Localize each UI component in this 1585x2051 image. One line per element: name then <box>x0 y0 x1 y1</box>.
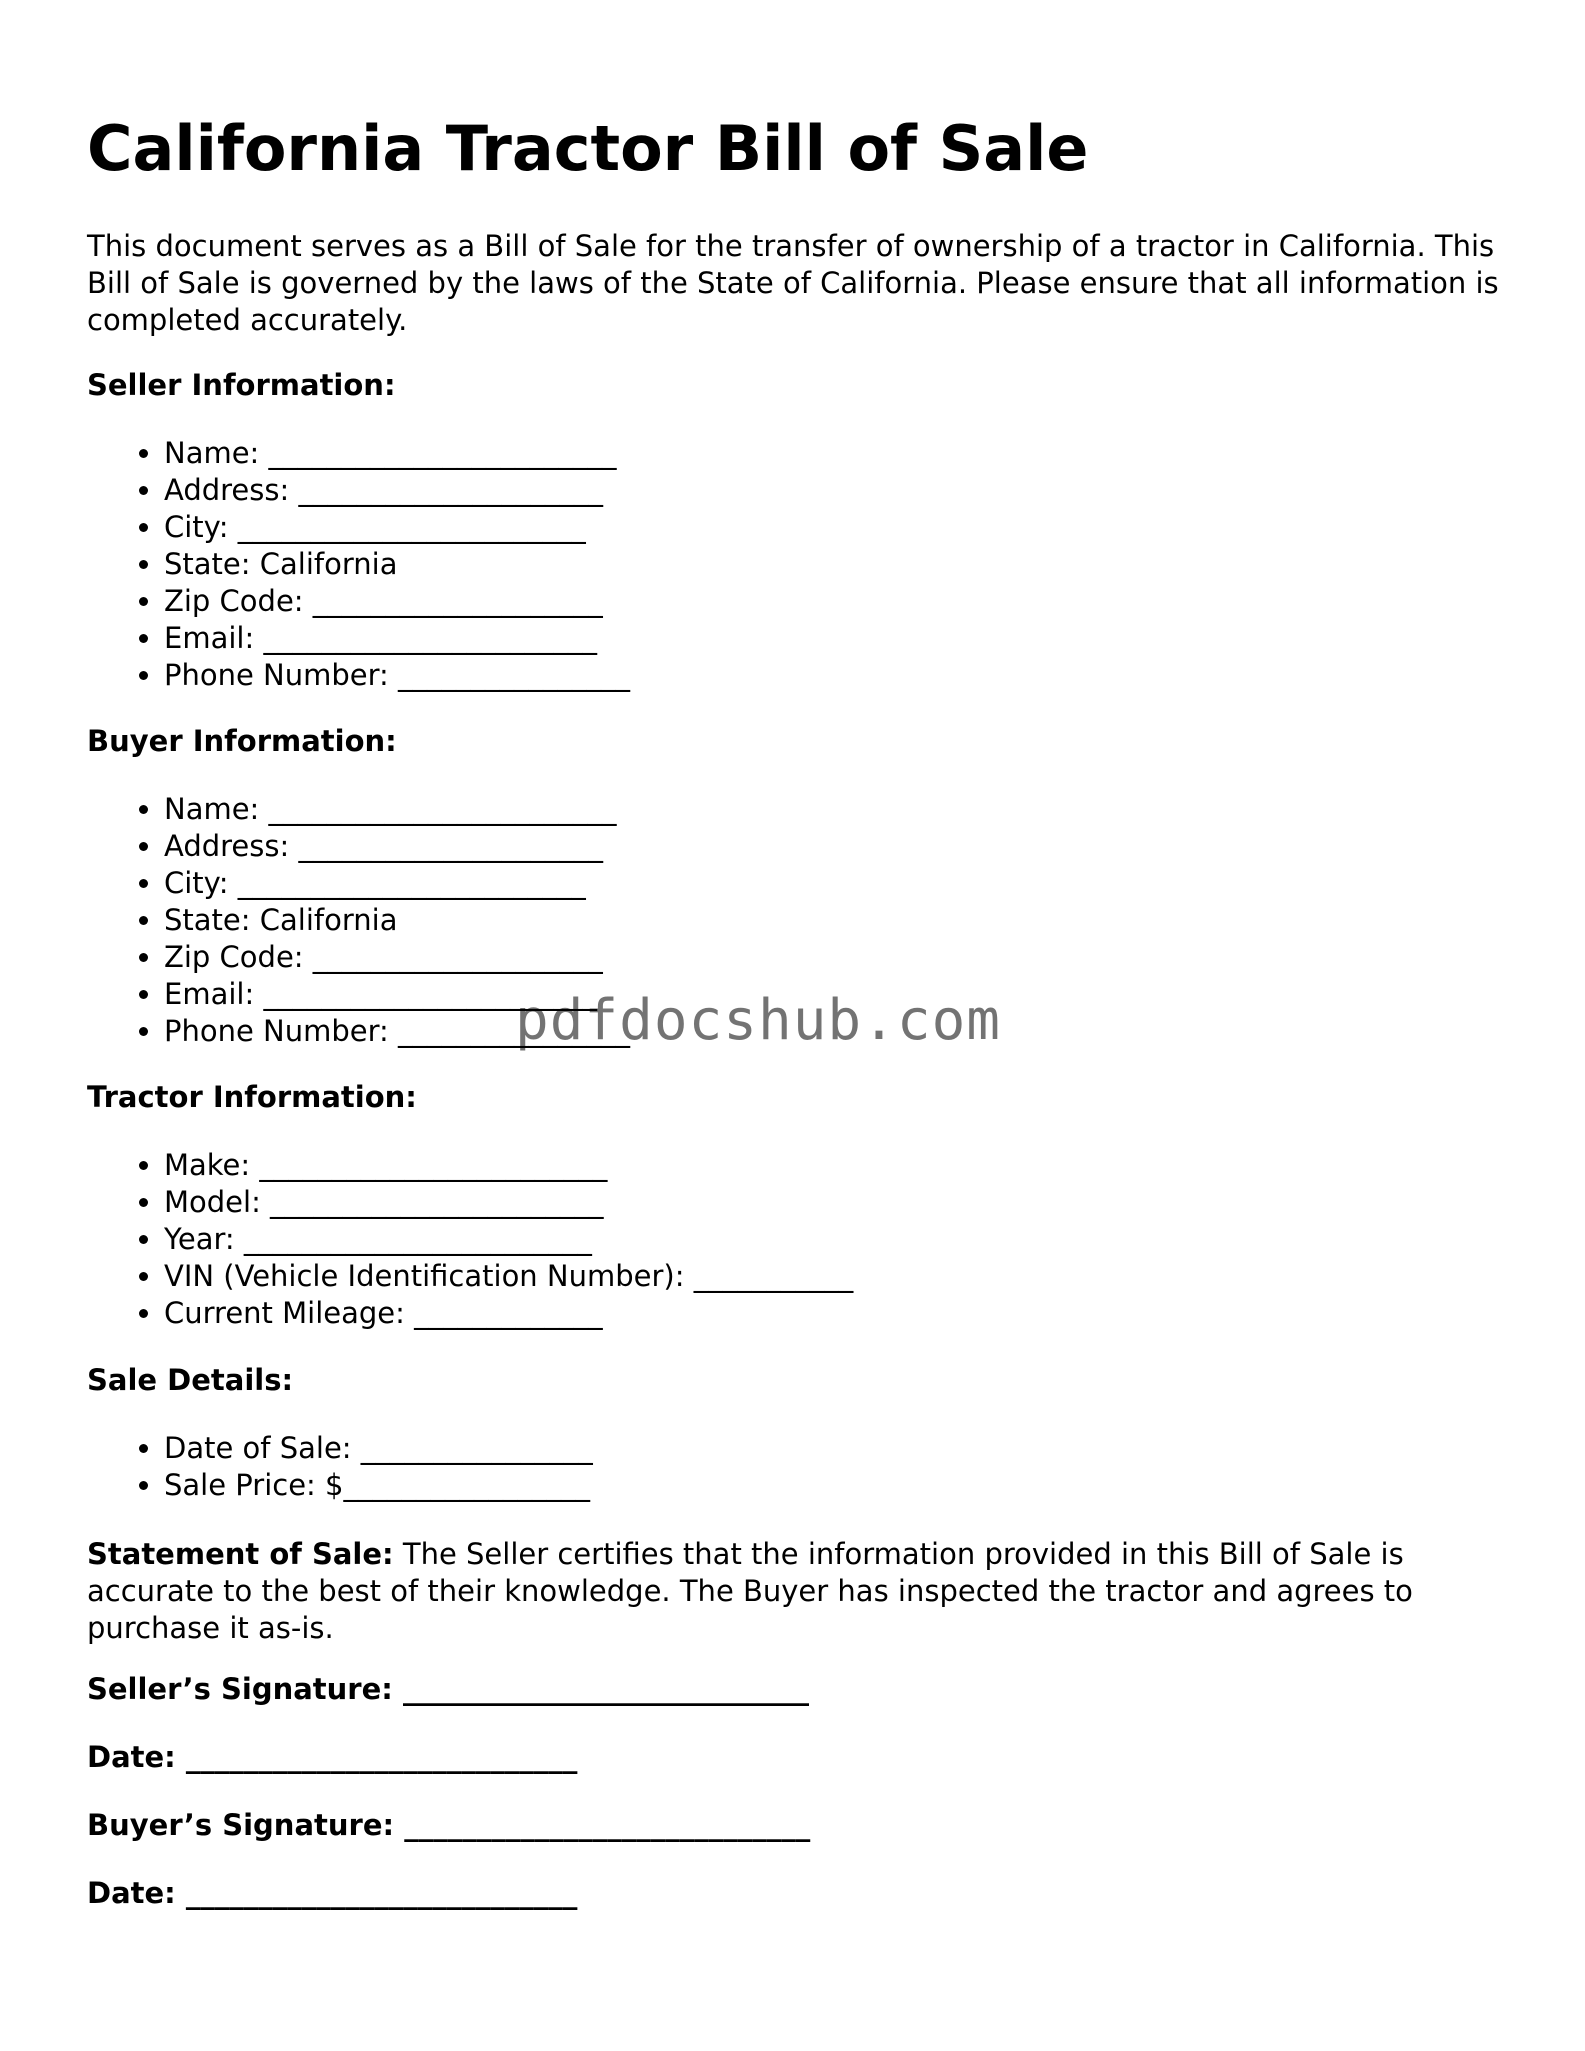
buyer-email-field: • Email: _______________________ <box>164 976 630 1013</box>
seller-phone-field: • Phone Number: ________________ <box>164 657 630 694</box>
tractor-model-field: • Model: _______________________ <box>164 1184 853 1221</box>
buyer-name-field: • Name: ________________________ <box>164 791 630 828</box>
seller-state-field: • State: California <box>164 546 630 583</box>
tractor-make-field: • Make: ________________________ <box>164 1147 853 1184</box>
seller-email-field: • Email: _______________________ <box>164 620 630 657</box>
tractor-field-list <box>87 1147 853 1332</box>
tractor-year-field: • Year: ________________________ <box>164 1221 853 1258</box>
sale-price-field: • Sale Price: $_________________ <box>164 1467 593 1504</box>
buyer-address-field: • Address: _____________________ <box>164 828 630 865</box>
buyer-state-field: • State: California <box>164 902 630 939</box>
buyer-heading: Buyer Information: <box>87 724 397 758</box>
intro-paragraph: This document serves as a Bill of Sale for the transfer of ownership of a tractor in California. This Bill of Sale is governed by the laws of the State of California. Please ensure that all information is completed accurately. <box>87 229 1499 337</box>
seller-signature-line: Seller’s Signature: ____________________________ <box>87 1672 809 1706</box>
sale-date-field: • Date of Sale: ________________ <box>164 1430 593 1467</box>
buyer-phone-field: • Phone Number: ________________ <box>164 1013 630 1050</box>
tractor-vin-field: • VIN (Vehicle Identification Number): ___________ <box>164 1258 853 1295</box>
watermark-text: pdfdocshub.com <box>515 988 1002 1053</box>
tractor-mileage-field: • Current Mileage: _____________ <box>164 1295 853 1332</box>
seller-heading: Seller Information: <box>87 368 396 402</box>
statement-label: Statement of Sale: <box>87 1537 394 1571</box>
buyer-signature-line: Buyer’s Signature: ____________________________ <box>87 1808 811 1842</box>
sale-field-list <box>87 1430 593 1504</box>
seller-zip-field: • Zip Code: ____________________ <box>164 583 630 620</box>
seller-date-line: Date: ___________________________ <box>87 1740 578 1774</box>
sale-heading: Sale Details: <box>87 1363 294 1397</box>
buyer-zip-field: • Zip Code: ____________________ <box>164 939 630 976</box>
seller-field-list <box>87 435 630 694</box>
statement-paragraph <box>87 1536 1507 1647</box>
buyer-date-line: Date: ___________________________ <box>87 1876 578 1910</box>
seller-address-field: • Address: _____________________ <box>164 472 630 509</box>
statement-text: The Seller certifies that the information provided in this Bill of Sale is accurate to the best of their knowledge. The Buyer has inspected the tractor and agrees to purchase it as-is. <box>87 1537 1413 1645</box>
buyer-city-field: • City: ________________________ <box>164 865 630 902</box>
document-title: California Tractor Bill of Sale <box>87 112 1089 185</box>
seller-name-field: • Name: ________________________ <box>164 435 630 472</box>
buyer-field-list <box>87 791 630 1050</box>
tractor-heading: Tractor Information: <box>87 1080 417 1114</box>
seller-city-field: • City: ________________________ <box>164 509 630 546</box>
